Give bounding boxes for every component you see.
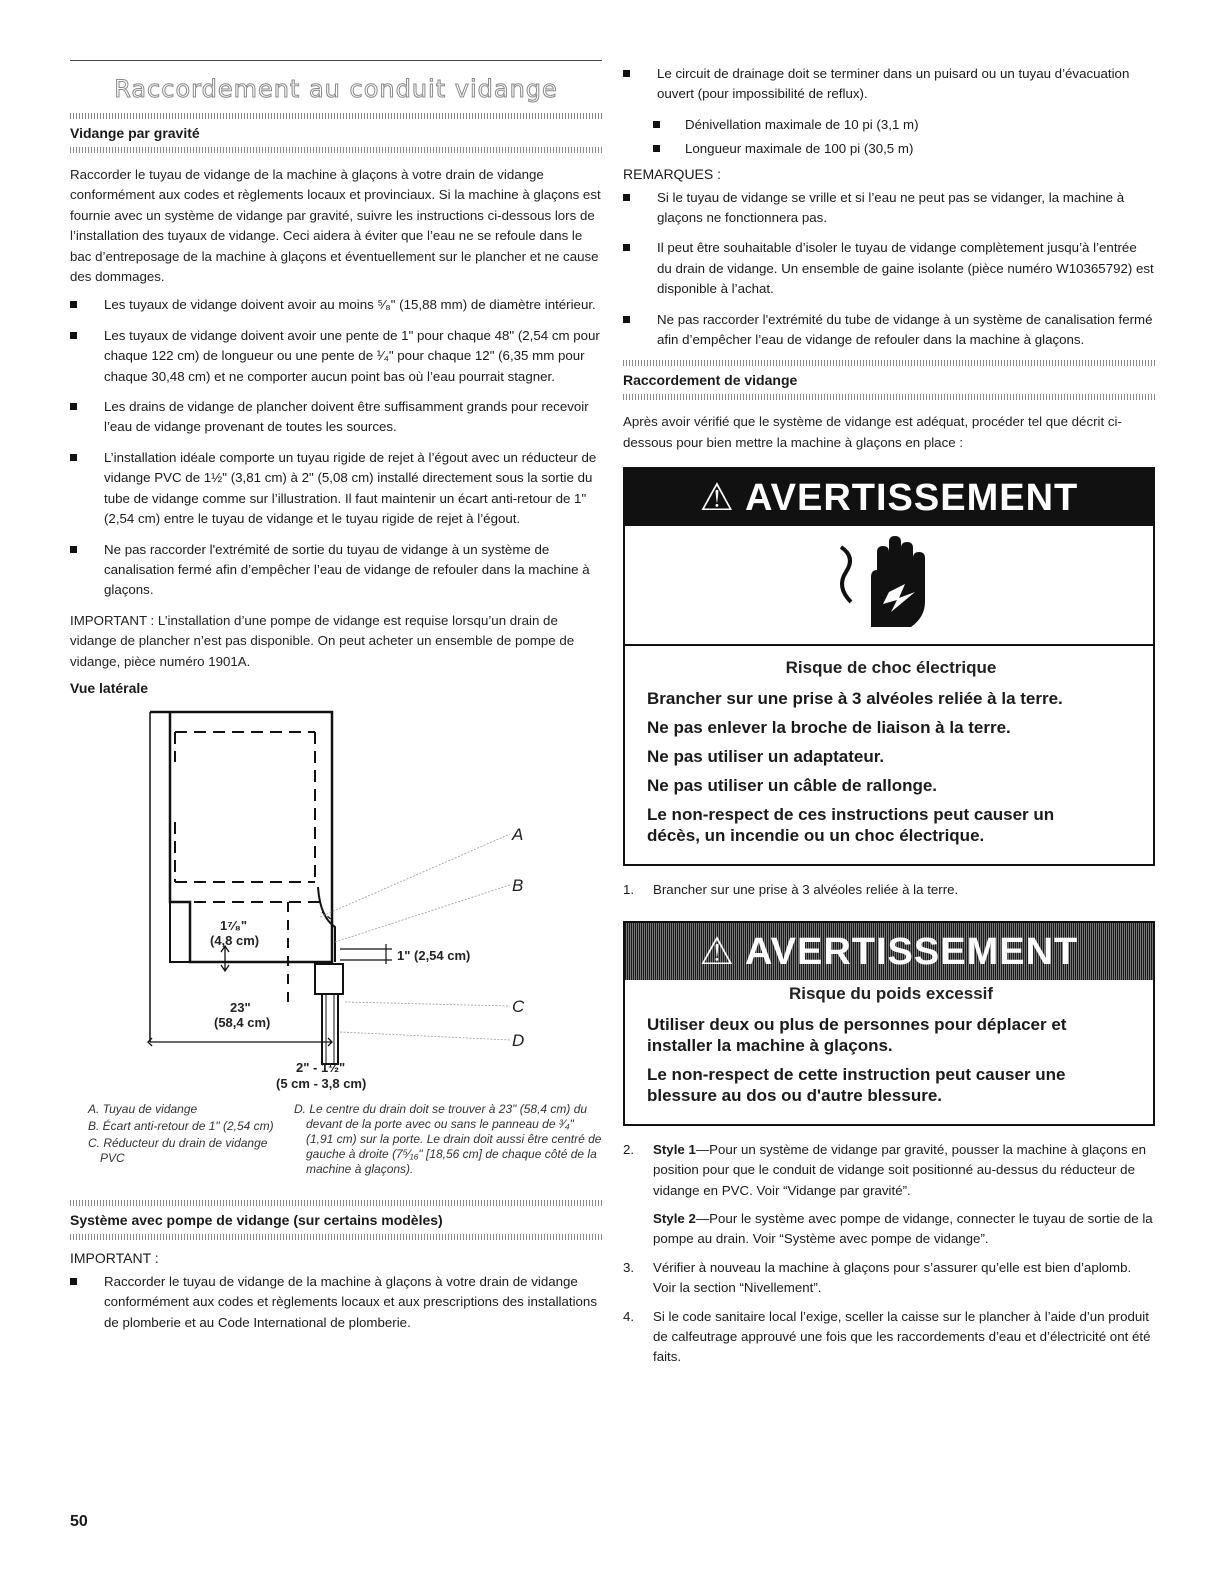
list-item: Il peut être souhaitable d’isoler le tuyau de vidange complètement jusqu’à l’entrée du drain de vidange. Un ensemble de gaine isolante (pièce numéro W10365792) est disponible à l’achat.	[623, 238, 1155, 299]
warning-weight	[623, 921, 1155, 1126]
list-item: Si le tuyau de vidange se vrille et si l’eau ne peut pas se vidanger, la machine à glaçons ne fonctionnera pas.	[623, 188, 1155, 229]
list-item: 2. Style 1—Pour un système de vidange par gravité, pousser la machine à glaçons en position pour que le conduit de vidange soit positionné au-dessus du réducteur de vidange en PVC. Voir “Vidange par gravité”.	[623, 1141, 1147, 1198]
callout-letter: C	[512, 996, 525, 1016]
warning-electric	[623, 467, 1155, 866]
figure-title: Vue latérale	[70, 679, 149, 696]
warning-line: Le non-respect de ces instructions peut causer un décès, un incendie ou un choc électrique.	[647, 805, 1055, 846]
step-list	[623, 880, 1155, 900]
pump-important-label: IMPORTANT :	[70, 1249, 159, 1266]
gravity-bullets	[70, 295, 602, 600]
left-column	[70, 60, 602, 1343]
top-rule	[70, 60, 602, 61]
warning-header: ⚠ AVERTISSEMENT	[625, 469, 1153, 526]
divider	[70, 147, 602, 153]
gravity-important: IMPORTANT : L’installation d’une pompe de vidange est requise lorsqu’un drain de vidange de plancher n’est pas disponible. On peut acheter un ensemble de pompe de vidange, pièce numéro 1901A.	[70, 612, 575, 669]
list-item: Le circuit de drainage doit se terminer dans un puisard ou un tuyau d’évacuation ouvert (pour impossibilité de reflux).	[623, 64, 1155, 105]
figure-captions	[88, 1101, 602, 1179]
list-item: 3. Vérifier à nouveau la machine à glaçons pour s’assurer qu’elle est bien d’aplomb. Voir la section “Nivellement”.	[623, 1259, 1132, 1296]
list-item: Ne pas raccorder l'extrémité du tube de vidange à un système de canalisation fermé afin d’empêcher l’eau de vidange de refouler dans la machine à glaçons.	[623, 310, 1155, 351]
section-heading-connect: Raccordement de vidange	[623, 372, 798, 389]
caption: A. Tuyau de vidange	[88, 1101, 198, 1116]
warning-line: Le non-respect de cette instruction peut causer une blessure au dos ou d'autre blessure.	[647, 1064, 1066, 1105]
list-item: Dénivellation maximale de 10 pi (3,1 m)	[623, 115, 1155, 135]
section-heading-pump: Système avec pompe de vidange (sur certains modèles)	[70, 1211, 443, 1228]
list-item: L’installation idéale comporte un tuyau rigide de rejet à l’égout avec un réducteur de vidange PVC de 1½" (3,81 cm) à 2" (5,08 cm) installé directement sous la sortie du tube de vidange comme sur l’illustration. Il faut maintenir un écart anti-retour de 1" (2,54 cm) entre le tuyau de vidange et le tuyau rigide de rejet à l’égout.	[70, 448, 602, 530]
section-heading-gravity: Vidange par gravité	[70, 125, 200, 141]
page-number: 50	[70, 1513, 88, 1530]
shock-hazard-graphic	[625, 526, 1153, 646]
callout-letter: A	[512, 824, 524, 844]
list-item: Les tuyaux de vidange doivent avoir au moins ⁵⁄₈" (15,88 mm) de diamètre intérieur.	[70, 295, 602, 315]
callout-letter: B	[512, 875, 524, 895]
divider	[623, 394, 1155, 400]
divider	[70, 1234, 602, 1240]
dim-gap-label: (4,8 cm)	[210, 932, 260, 948]
list-item: Les drains de vidange de plancher doivent être suffisamment grands pour recevoir l’eau de vidange provenant de toutes les sources.	[70, 397, 602, 438]
warning-title: Risque de choc électrique	[785, 658, 997, 678]
callout-letter: D	[512, 1030, 525, 1050]
list-item: 1. Brancher sur une prise à 3 alvéoles reliée à la terre.	[623, 882, 959, 898]
caption: C. Réducteur du drain de vidange PVC	[88, 1135, 268, 1165]
remarks-list	[623, 188, 1155, 351]
warning-line: Ne pas utiliser un adaptateur.	[647, 747, 885, 767]
gravity-intro: Raccorder le tuyau de vidange de la machine à glaçons à votre drain de vidange conformément aux codes et règlements locaux et provinciaux. Si la machine à glaçons est fournie avec un système de vidange par gravité, suivre les instructions ci-dessous lors de l’installation des tuyaux de vidange. Ceci aidera à éviter que l’eau ne se refoule dans le bac d’entreposage de la machine à glaçons et éventuellement sur le plancher et ne cause des dommages.	[70, 167, 601, 285]
drain-bullets	[623, 64, 1155, 105]
caption: D. Le centre du drain doit se trouver à 23" (58,4 cm) du devant de la porte avec ou sans le panneau de ³⁄₄" (1,91 cm) sur la porte. Le drain doit aussi être centré de gauche à droite (7⁵⁄₁₆" [18,56 cm] de chaque côté de la machine à glaçons).	[294, 1101, 602, 1176]
warning-triangle-icon: ⚠	[699, 477, 735, 520]
warning-body	[625, 646, 1153, 864]
electric-shock-hand-icon	[831, 532, 951, 642]
captions-left	[88, 1102, 278, 1179]
warning-title: Risque du poids excessif	[788, 983, 994, 1003]
warning-line: Utiliser deux ou plus de personnes pour déplacer et installer la machine à glaçons.	[647, 1014, 1067, 1055]
remarks-label: REMARQUES :	[623, 165, 722, 182]
dim-depth-label: 23"	[230, 999, 251, 1015]
connect-intro: Après avoir vérifié que le système de vidange est adéquat, procéder tel que décrit ci-dessous pour bien mettre la machine à glaçons en place :	[623, 414, 1122, 450]
dim-pipe-label: (5 cm - 3,8 cm)	[276, 1075, 367, 1091]
pump-bullets	[70, 1272, 602, 1333]
step-list	[623, 1140, 1155, 1368]
list-item: Ne pas raccorder l'extrémité de sortie du tuyau de vidange à un système de canalisation fermé afin d’empêcher l’eau de vidange de refouler dans la machine à glaçons.	[70, 540, 602, 601]
list-item: Raccorder le tuyau de vidange de la machine à glaçons à votre drain de vidange conformément aux codes et règlements locaux et aux prescriptions des installations de plomberie et au Code International de plomberie.	[70, 1272, 602, 1333]
list-item: 4. Si le code sanitaire local l’exige, sceller la caisse sur le plancher à l’aide d’un produit de calfeutrage approuvé une fois que les raccordements d’eau et d’électricité ont été faits.	[623, 1308, 1151, 1365]
list-item: Style 2—Pour le système avec pompe de vidange, connecter le tuyau de sortie de la pompe au drain. Voir “Système avec pompe de vidange”.	[653, 1210, 1153, 1247]
dim-depth-label: (58,4 cm)	[214, 1014, 271, 1030]
warning-line: Brancher sur une prise à 3 alvéoles reliée à la terre.	[647, 689, 1063, 709]
dim-gap-label: 1⁷⁄₈"	[220, 917, 248, 933]
warning-line: Ne pas enlever la broche de liaison à la terre.	[647, 718, 1011, 738]
side-view-diagram	[70, 702, 602, 1092]
dim-pipe-label: 2" - 1½"	[296, 1059, 346, 1075]
list-item: Longueur maximale de 100 pi (30,5 m)	[623, 139, 1155, 159]
right-column	[623, 64, 1155, 1376]
page-title: Raccordement au conduit vidange	[114, 75, 558, 103]
warning-header: ⚠ AVERTISSEMENT	[625, 923, 1153, 980]
list-item: Les tuyaux de vidange doivent avoir une pente de 1" pour chaque 48" (2,54 cm pour chaque 122 cm) de longueur ou une pente de ¹⁄₄" pour chaque 12" (6,35 mm pour chaque 30,48 cm) et ne comporter aucun point bas où l’eau pourrait stagner.	[70, 326, 602, 387]
drain-sub-bullets	[623, 115, 1155, 160]
warning-body	[625, 980, 1153, 1124]
caption: B. Écart anti-retour de 1" (2,54 cm)	[88, 1118, 274, 1133]
side-view-figure	[70, 702, 602, 1176]
warning-triangle-icon: ⚠	[699, 930, 735, 973]
dim-air-gap-label: 1" (2,54 cm)	[397, 947, 471, 963]
warning-line: Ne pas utiliser un câble de rallonge.	[647, 776, 938, 796]
